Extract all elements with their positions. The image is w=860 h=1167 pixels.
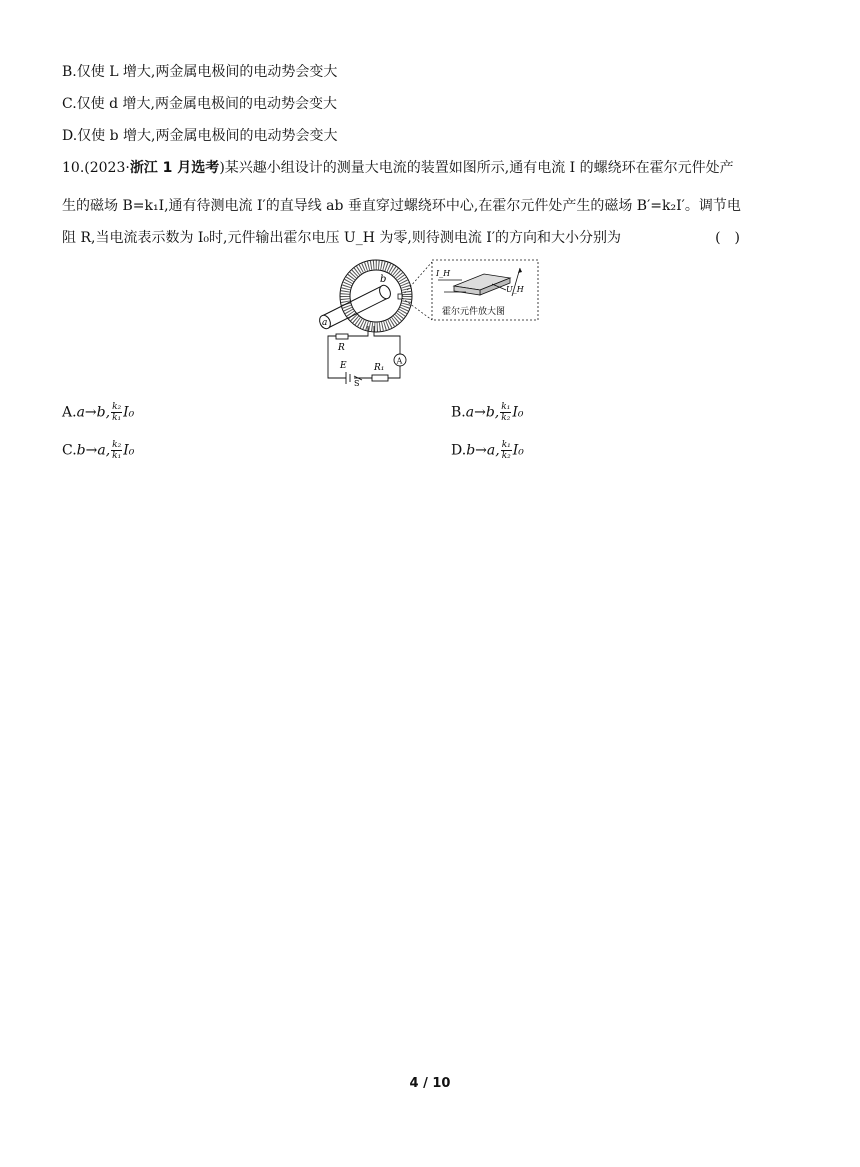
question-number: 10.(2023· [62,160,130,176]
label-e: E [340,361,347,371]
hall-element-small [398,294,402,299]
resistor-r1 [372,375,388,381]
question-stem-part3: 阻 R,当电流表示数为 I₀时,元件输出霍尔电压 U_H 为零,则待测电流 I′的方向和大小分别为 [62,230,621,246]
question-stem-line3 [62,228,800,248]
zoom-caption: 霍尔元件放大图 [442,307,506,317]
circuit [328,326,400,384]
question-stem-line2: 生的磁场 B=k₁I,通有待测电流 I′的直导线 ab 垂直穿过螺绕环中心,在霍尔元件处产生的磁场 B′=k₂I′。调节电 [62,198,741,214]
answer-option-c[interactable]: C.b→a, $\frac{\text{k₂}}{\text{k₁}}$ I₀ [62,440,135,461]
answer-option-d[interactable]: D.b→a, $\frac{\text{k₁}}{\text{k₂}}$ I₀ [451,440,524,461]
option-b-prev: B.仅使 L 增大,两金属电极间的电动势会变大 [62,64,338,80]
label-ammeter: A [396,356,403,366]
page-number: 4 / 10 [409,1076,451,1091]
label-a: a [322,318,328,328]
label-ih: I_H [436,269,451,278]
label-r: R [338,343,345,353]
question-stem-part1: )某兴趣小组设计的测量大电流的装置如图所示,通有电流 I 的螺绕环在霍尔元件处产 [219,160,734,176]
label-s: S [354,379,360,386]
answer-option-b[interactable]: B.a→b, $\frac{\text{k₁}}{\text{k₂}}$ I₀ [451,402,524,423]
option-d-prev: D.仅使 b 增大,两金属电极间的电动势会变大 [62,128,338,144]
answer-bracket: ( ) [715,230,740,246]
label-uh: U_H [506,285,524,294]
wire-ab [318,284,393,331]
answer-option-a[interactable]: A.a→b, $\frac{\text{k₂}}{\text{k₁}}$ I₀ [62,402,135,423]
label-r1: R₁ [374,363,385,373]
question-stem-line1 [62,158,734,178]
figure-toroid-hall [316,256,542,386]
label-b: b [380,274,387,285]
question-source: 浙江 1 月选考 [129,160,220,176]
option-c-prev: C.仅使 d 增大,两金属电极间的电动势会变大 [62,96,337,112]
